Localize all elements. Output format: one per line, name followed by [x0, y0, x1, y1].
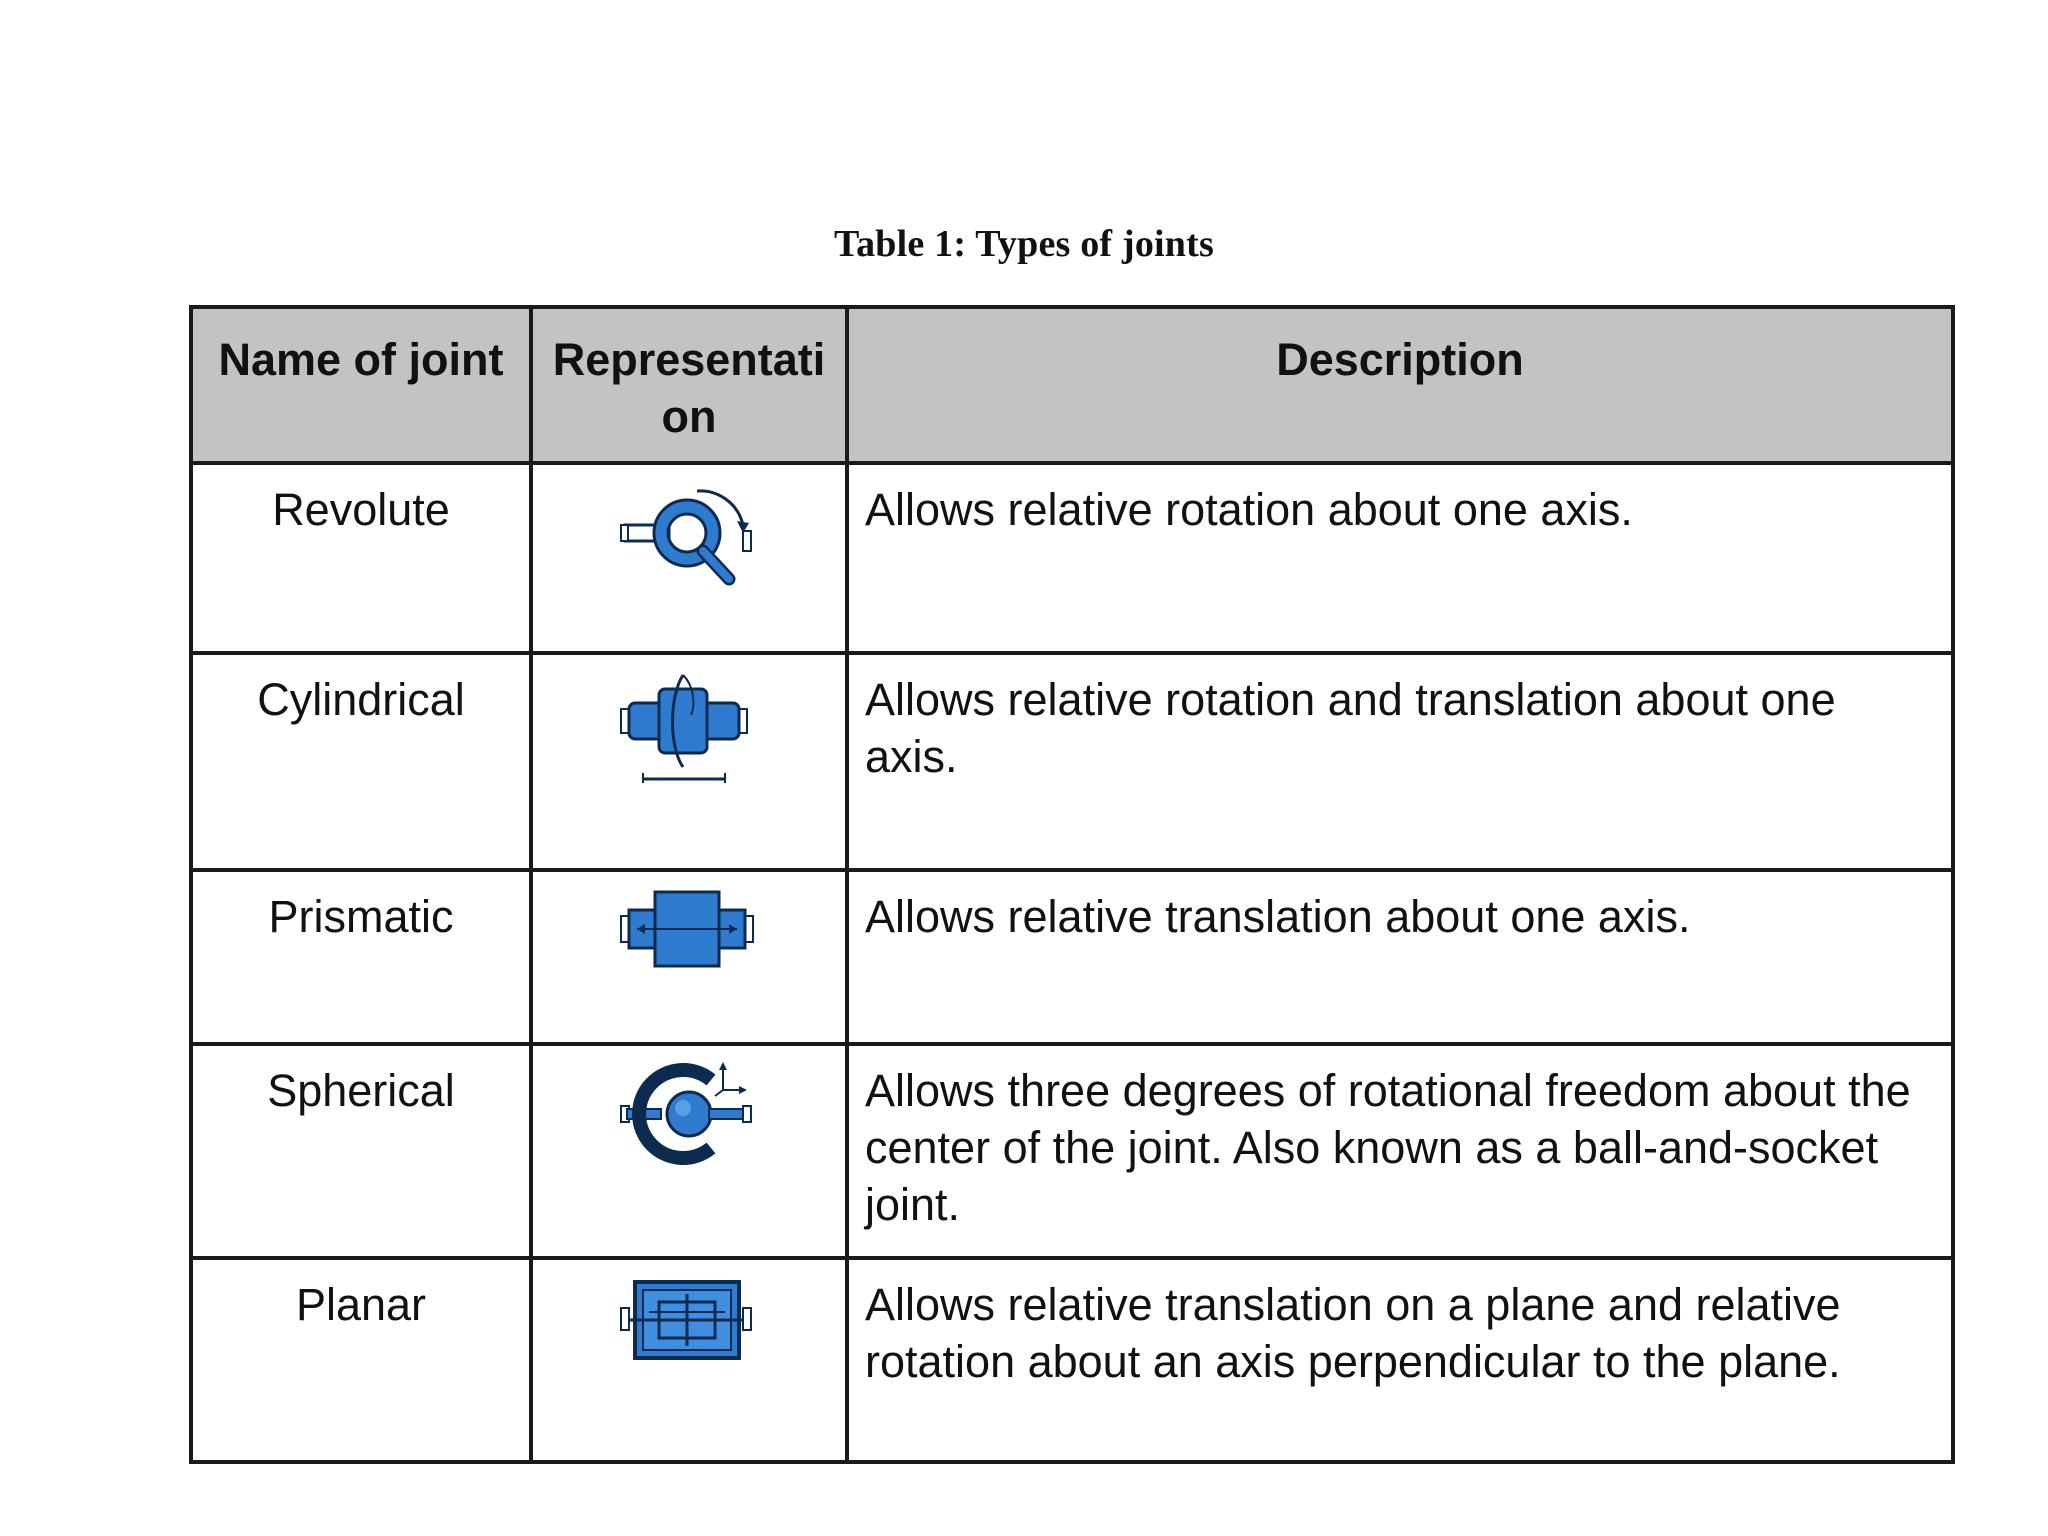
revolute-joint-icon: [619, 477, 759, 597]
table-caption: Table 1: Types of joints: [834, 223, 1214, 265]
joint-representation: [531, 1258, 847, 1462]
joints-table: [189, 305, 1955, 1464]
joint-description: Allows relative translation about one axis.: [847, 870, 1953, 1044]
joint-representation: [531, 463, 847, 653]
cylindrical-joint-icon: [619, 667, 759, 787]
table-row: [191, 1044, 1953, 1258]
joint-name: Spherical: [191, 1044, 531, 1258]
joint-name: Planar: [191, 1258, 531, 1462]
table-row: [191, 1258, 1953, 1462]
header-representation: Representati on: [531, 307, 847, 463]
table-row: [191, 653, 1953, 870]
joint-representation: [531, 870, 847, 1044]
joint-representation: [531, 1044, 847, 1258]
joint-representation: [531, 653, 847, 870]
joint-name: Cylindrical: [191, 653, 531, 870]
joint-description: Allows relative rotation about one axis.: [847, 463, 1953, 653]
table-row: [191, 870, 1953, 1044]
joint-name: Revolute: [191, 463, 531, 653]
joint-description: Allows relative rotation and translation about one axis.: [847, 653, 1953, 870]
joint-description: Allows relative translation on a plane and relative rotation about an axis perpendicular to the plane.: [847, 1258, 1953, 1462]
joint-name: Prismatic: [191, 870, 531, 1044]
table-header-row: [191, 307, 1953, 463]
header-description: Description: [847, 307, 1953, 463]
header-name-of-joint: Name of joint: [191, 307, 531, 463]
spherical-joint-icon: [619, 1058, 759, 1168]
planar-joint-icon: [619, 1272, 759, 1372]
prismatic-joint-icon: [619, 884, 759, 974]
joint-description: Allows three degrees of rotational freedom about the center of the joint. Also known as a ball-and-socket joint.: [847, 1044, 1953, 1258]
table-row: [191, 463, 1953, 653]
